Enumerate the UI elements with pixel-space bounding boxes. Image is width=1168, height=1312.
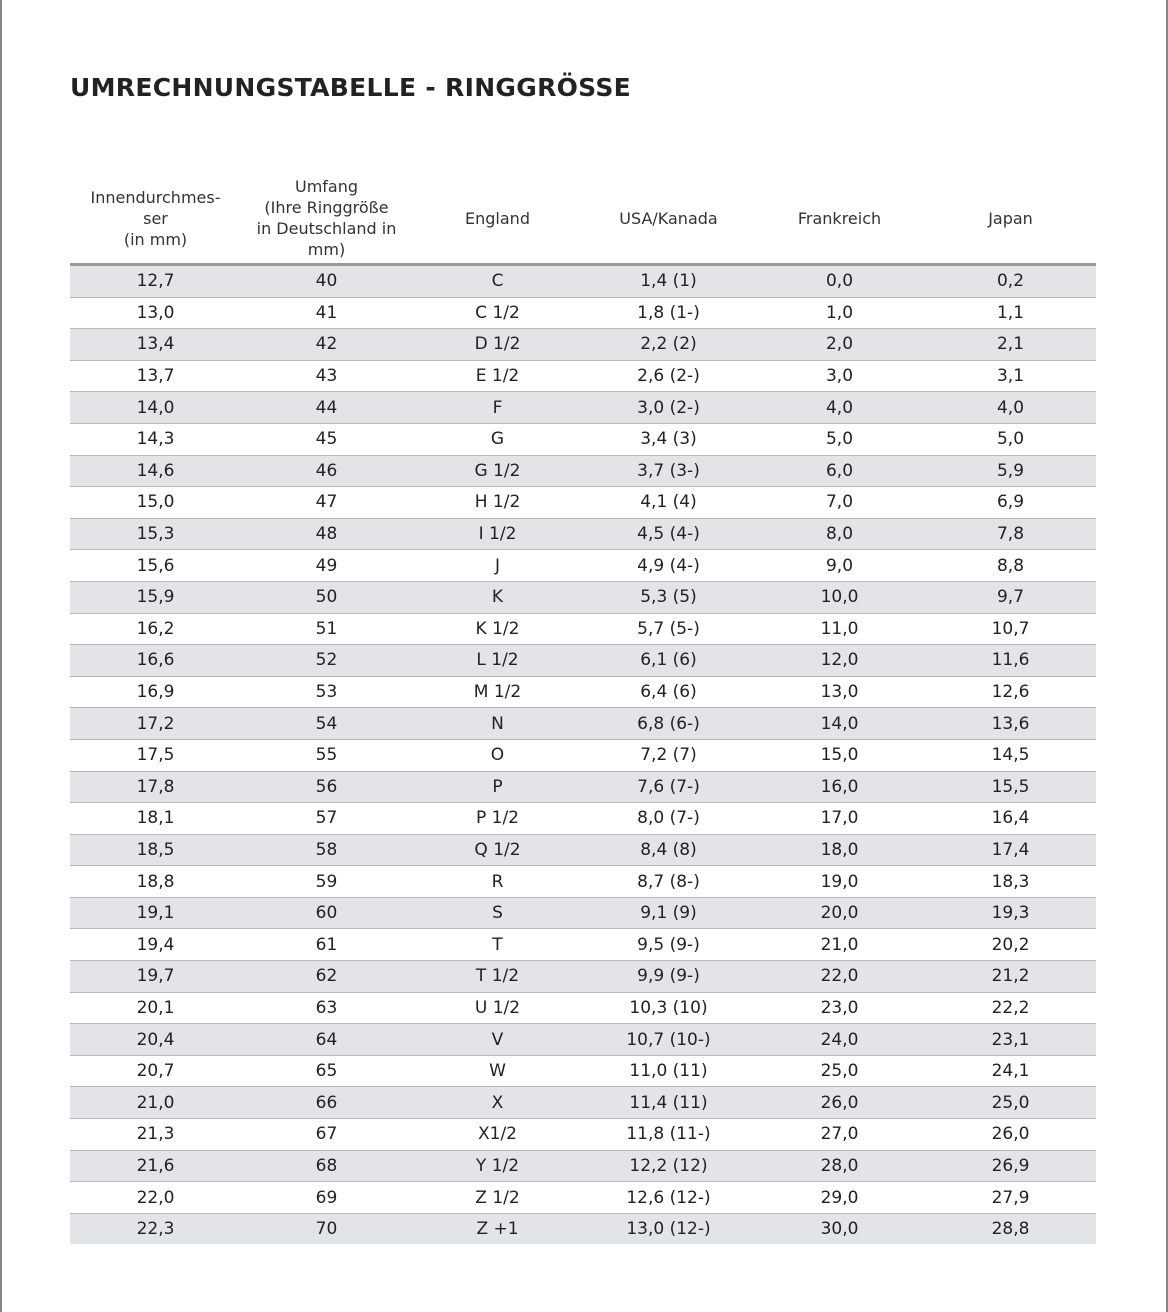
cell-england: S [412, 897, 583, 929]
cell-inner-diameter: 15,3 [70, 518, 241, 550]
cell-usa-canada: 2,6 (2-) [583, 360, 754, 392]
cell-circumference: 43 [241, 360, 412, 392]
header-label: Frankreich [797, 208, 882, 228]
table-row [70, 803, 1096, 835]
header-usa-canada [583, 173, 754, 265]
cell-japan: 28,8 [925, 1213, 1096, 1244]
cell-usa-canada: 12,6 (12-) [583, 1182, 754, 1214]
cell-circumference: 49 [241, 550, 412, 582]
cell-england: J [412, 550, 583, 582]
cell-usa-canada: 11,4 (11) [583, 1087, 754, 1119]
cell-france: 17,0 [754, 803, 925, 835]
cell-inner-diameter: 14,6 [70, 455, 241, 487]
table-row [70, 392, 1096, 424]
cell-england: H 1/2 [412, 487, 583, 519]
cell-circumference: 68 [241, 1150, 412, 1182]
cell-england: G 1/2 [412, 455, 583, 487]
cell-usa-canada: 8,4 (8) [583, 834, 754, 866]
cell-japan: 24,1 [925, 1055, 1096, 1087]
cell-france: 8,0 [754, 518, 925, 550]
cell-usa-canada: 4,9 (4-) [583, 550, 754, 582]
cell-circumference: 65 [241, 1055, 412, 1087]
cell-japan: 18,3 [925, 866, 1096, 898]
cell-inner-diameter: 18,8 [70, 866, 241, 898]
cell-japan: 7,8 [925, 518, 1096, 550]
cell-inner-diameter: 13,0 [70, 297, 241, 329]
cell-usa-canada: 9,5 (9-) [583, 929, 754, 961]
cell-france: 10,0 [754, 581, 925, 613]
cell-japan: 1,1 [925, 297, 1096, 329]
cell-usa-canada: 8,7 (8-) [583, 866, 754, 898]
cell-inner-diameter: 22,3 [70, 1213, 241, 1244]
cell-france: 15,0 [754, 739, 925, 771]
page-title: UMRECHNUNGSTABELLE - RINGGRÖSSE [70, 72, 632, 102]
cell-circumference: 47 [241, 487, 412, 519]
cell-inner-diameter: 20,1 [70, 992, 241, 1024]
cell-inner-diameter: 14,0 [70, 392, 241, 424]
cell-usa-canada: 13,0 (12-) [583, 1213, 754, 1244]
cell-circumference: 62 [241, 961, 412, 993]
cell-usa-canada: 9,9 (9-) [583, 961, 754, 993]
cell-england: C 1/2 [412, 297, 583, 329]
cell-japan: 17,4 [925, 834, 1096, 866]
cell-circumference: 59 [241, 866, 412, 898]
cell-france: 28,0 [754, 1150, 925, 1182]
table-header-row [70, 173, 1096, 265]
cell-circumference: 64 [241, 1024, 412, 1056]
cell-inner-diameter: 12,7 [70, 265, 241, 298]
cell-usa-canada: 3,7 (3-) [583, 455, 754, 487]
cell-usa-canada: 10,3 (10) [583, 992, 754, 1024]
cell-circumference: 48 [241, 518, 412, 550]
table-row [70, 1087, 1096, 1119]
cell-circumference: 58 [241, 834, 412, 866]
cell-inner-diameter: 21,6 [70, 1150, 241, 1182]
table-row [70, 1182, 1096, 1214]
cell-england: F [412, 392, 583, 424]
cell-france: 1,0 [754, 297, 925, 329]
cell-usa-canada: 5,3 (5) [583, 581, 754, 613]
cell-england: X [412, 1087, 583, 1119]
cell-japan: 14,5 [925, 739, 1096, 771]
cell-france: 23,0 [754, 992, 925, 1024]
cell-usa-canada: 8,0 (7-) [583, 803, 754, 835]
cell-france: 19,0 [754, 866, 925, 898]
cell-france: 22,0 [754, 961, 925, 993]
cell-usa-canada: 11,0 (11) [583, 1055, 754, 1087]
cell-circumference: 53 [241, 676, 412, 708]
cell-japan: 3,1 [925, 360, 1096, 392]
cell-inner-diameter: 16,9 [70, 676, 241, 708]
cell-usa-canada: 10,7 (10-) [583, 1024, 754, 1056]
cell-england: G [412, 423, 583, 455]
cell-england: U 1/2 [412, 992, 583, 1024]
cell-inner-diameter: 20,4 [70, 1024, 241, 1056]
cell-circumference: 42 [241, 329, 412, 361]
table-row [70, 455, 1096, 487]
cell-inner-diameter: 19,1 [70, 897, 241, 929]
ring-size-table [70, 173, 1096, 1244]
table-header [70, 173, 1096, 265]
cell-france: 2,0 [754, 329, 925, 361]
cell-inner-diameter: 19,7 [70, 961, 241, 993]
cell-circumference: 46 [241, 455, 412, 487]
header-label: Innendurchmes- ser (in mm) [90, 187, 221, 249]
cell-france: 26,0 [754, 1087, 925, 1119]
cell-france: 29,0 [754, 1182, 925, 1214]
cell-inner-diameter: 15,9 [70, 581, 241, 613]
cell-usa-canada: 7,6 (7-) [583, 771, 754, 803]
cell-england: P [412, 771, 583, 803]
cell-inner-diameter: 21,3 [70, 1119, 241, 1151]
cell-circumference: 61 [241, 929, 412, 961]
cell-japan: 23,1 [925, 1024, 1096, 1056]
cell-japan: 0,2 [925, 265, 1096, 298]
cell-inner-diameter: 13,4 [70, 329, 241, 361]
cell-japan: 10,7 [925, 613, 1096, 645]
cell-usa-canada: 4,1 (4) [583, 487, 754, 519]
cell-circumference: 69 [241, 1182, 412, 1214]
cell-japan: 5,9 [925, 455, 1096, 487]
cell-england: L 1/2 [412, 645, 583, 677]
cell-circumference: 51 [241, 613, 412, 645]
cell-france: 7,0 [754, 487, 925, 519]
table-row [70, 1213, 1096, 1244]
cell-japan: 19,3 [925, 897, 1096, 929]
cell-japan: 13,6 [925, 708, 1096, 740]
cell-inner-diameter: 19,4 [70, 929, 241, 961]
cell-japan: 21,2 [925, 961, 1096, 993]
cell-inner-diameter: 13,7 [70, 360, 241, 392]
cell-france: 6,0 [754, 455, 925, 487]
header-label: USA/Kanada [619, 208, 718, 228]
header-inner-diameter [70, 173, 241, 265]
cell-usa-canada: 7,2 (7) [583, 739, 754, 771]
cell-japan: 22,2 [925, 992, 1096, 1024]
cell-circumference: 41 [241, 297, 412, 329]
cell-france: 18,0 [754, 834, 925, 866]
cell-inner-diameter: 18,1 [70, 803, 241, 835]
cell-japan: 4,0 [925, 392, 1096, 424]
table-row [70, 297, 1096, 329]
cell-england: Y 1/2 [412, 1150, 583, 1182]
cell-usa-canada: 2,2 (2) [583, 329, 754, 361]
cell-circumference: 44 [241, 392, 412, 424]
cell-usa-canada: 1,8 (1-) [583, 297, 754, 329]
cell-circumference: 45 [241, 423, 412, 455]
cell-circumference: 56 [241, 771, 412, 803]
table-row [70, 423, 1096, 455]
cell-circumference: 66 [241, 1087, 412, 1119]
cell-usa-canada: 5,7 (5-) [583, 613, 754, 645]
cell-england: W [412, 1055, 583, 1087]
cell-england: R [412, 866, 583, 898]
cell-usa-canada: 1,4 (1) [583, 265, 754, 298]
table-row [70, 771, 1096, 803]
cell-japan: 26,9 [925, 1150, 1096, 1182]
table-row [70, 1119, 1096, 1151]
header-label: Umfang (Ihre Ringgröße in Deutschland in mm) [256, 177, 397, 259]
table-row [70, 265, 1096, 298]
table-row [70, 613, 1096, 645]
cell-england: T 1/2 [412, 961, 583, 993]
cell-france: 3,0 [754, 360, 925, 392]
cell-england: M 1/2 [412, 676, 583, 708]
cell-japan: 26,0 [925, 1119, 1096, 1151]
cell-usa-canada: 6,4 (6) [583, 676, 754, 708]
cell-usa-canada: 9,1 (9) [583, 897, 754, 929]
cell-france: 12,0 [754, 645, 925, 677]
cell-circumference: 67 [241, 1119, 412, 1151]
table-body [70, 265, 1096, 1245]
cell-england: P 1/2 [412, 803, 583, 835]
cell-japan: 9,7 [925, 581, 1096, 613]
cell-france: 11,0 [754, 613, 925, 645]
cell-england: I 1/2 [412, 518, 583, 550]
cell-circumference: 54 [241, 708, 412, 740]
cell-england: K [412, 581, 583, 613]
table-row [70, 897, 1096, 929]
cell-inner-diameter: 16,2 [70, 613, 241, 645]
cell-japan: 12,6 [925, 676, 1096, 708]
table-row [70, 581, 1096, 613]
cell-england: Z 1/2 [412, 1182, 583, 1214]
cell-england: X1/2 [412, 1119, 583, 1151]
table-row [70, 866, 1096, 898]
cell-france: 14,0 [754, 708, 925, 740]
cell-england: D 1/2 [412, 329, 583, 361]
cell-japan: 20,2 [925, 929, 1096, 961]
cell-england: Q 1/2 [412, 834, 583, 866]
cell-inner-diameter: 17,5 [70, 739, 241, 771]
table-row [70, 1055, 1096, 1087]
cell-inner-diameter: 17,8 [70, 771, 241, 803]
cell-japan: 11,6 [925, 645, 1096, 677]
cell-circumference: 50 [241, 581, 412, 613]
table-row [70, 518, 1096, 550]
table-row [70, 329, 1096, 361]
cell-inner-diameter: 18,5 [70, 834, 241, 866]
cell-circumference: 60 [241, 897, 412, 929]
cell-usa-canada: 6,8 (6-) [583, 708, 754, 740]
cell-circumference: 55 [241, 739, 412, 771]
cell-inner-diameter: 15,0 [70, 487, 241, 519]
cell-england: V [412, 1024, 583, 1056]
header-japan [925, 173, 1096, 265]
cell-japan: 6,9 [925, 487, 1096, 519]
cell-japan: 2,1 [925, 329, 1096, 361]
cell-inner-diameter: 17,2 [70, 708, 241, 740]
table-row [70, 487, 1096, 519]
cell-france: 13,0 [754, 676, 925, 708]
table-row [70, 739, 1096, 771]
cell-england: N [412, 708, 583, 740]
table-row [70, 1150, 1096, 1182]
cell-france: 0,0 [754, 265, 925, 298]
cell-circumference: 63 [241, 992, 412, 1024]
header-label: Japan [988, 208, 1033, 228]
cell-japan: 5,0 [925, 423, 1096, 455]
cell-japan: 16,4 [925, 803, 1096, 835]
cell-france: 9,0 [754, 550, 925, 582]
cell-circumference: 40 [241, 265, 412, 298]
table-row [70, 929, 1096, 961]
cell-japan: 15,5 [925, 771, 1096, 803]
cell-inner-diameter: 20,7 [70, 1055, 241, 1087]
cell-france: 25,0 [754, 1055, 925, 1087]
cell-inner-diameter: 15,6 [70, 550, 241, 582]
table-row [70, 961, 1096, 993]
cell-japan: 8,8 [925, 550, 1096, 582]
cell-usa-canada: 3,4 (3) [583, 423, 754, 455]
table-row [70, 992, 1096, 1024]
cell-inner-diameter: 16,6 [70, 645, 241, 677]
cell-england: T [412, 929, 583, 961]
cell-england: K 1/2 [412, 613, 583, 645]
cell-usa-canada: 4,5 (4-) [583, 518, 754, 550]
cell-usa-canada: 11,8 (11-) [583, 1119, 754, 1151]
header-circumference [241, 173, 412, 265]
cell-inner-diameter: 14,3 [70, 423, 241, 455]
cell-usa-canada: 6,1 (6) [583, 645, 754, 677]
cell-circumference: 70 [241, 1213, 412, 1244]
cell-usa-canada: 12,2 (12) [583, 1150, 754, 1182]
cell-inner-diameter: 22,0 [70, 1182, 241, 1214]
table-row [70, 834, 1096, 866]
cell-circumference: 57 [241, 803, 412, 835]
table-row [70, 708, 1096, 740]
table-row [70, 1024, 1096, 1056]
cell-england: E 1/2 [412, 360, 583, 392]
cell-japan: 27,9 [925, 1182, 1096, 1214]
cell-france: 27,0 [754, 1119, 925, 1151]
cell-inner-diameter: 21,0 [70, 1087, 241, 1119]
table-row [70, 550, 1096, 582]
table-row [70, 645, 1096, 677]
cell-england: C [412, 265, 583, 298]
cell-france: 16,0 [754, 771, 925, 803]
cell-france: 20,0 [754, 897, 925, 929]
table-row [70, 360, 1096, 392]
cell-france: 30,0 [754, 1213, 925, 1244]
cell-france: 5,0 [754, 423, 925, 455]
cell-england: O [412, 739, 583, 771]
cell-circumference: 52 [241, 645, 412, 677]
header-france [754, 173, 925, 265]
cell-usa-canada: 3,0 (2-) [583, 392, 754, 424]
cell-france: 21,0 [754, 929, 925, 961]
cell-japan: 25,0 [925, 1087, 1096, 1119]
header-england [412, 173, 583, 265]
cell-france: 4,0 [754, 392, 925, 424]
table-row [70, 676, 1096, 708]
header-label: England [465, 208, 530, 228]
cell-france: 24,0 [754, 1024, 925, 1056]
cell-england: Z +1 [412, 1213, 583, 1244]
